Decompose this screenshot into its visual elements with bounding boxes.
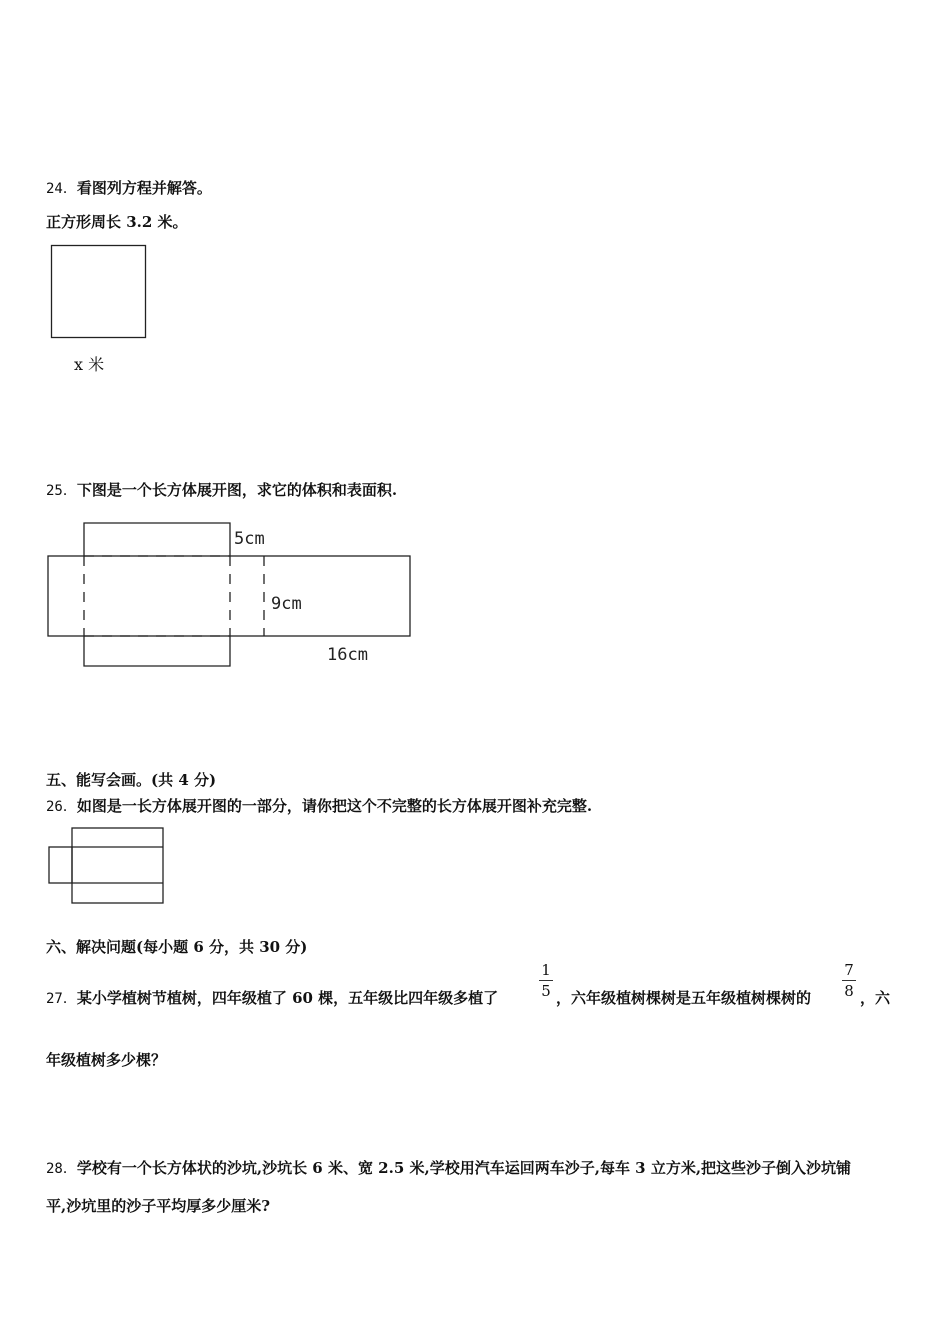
- label-9cm: 9cm: [271, 594, 302, 614]
- net-bottom-flap: [84, 636, 230, 666]
- question-27-number: 27．: [46, 991, 77, 1007]
- question-27-text-b: ，六年级植树棵树是五年级植树棵树的: [556, 989, 812, 1007]
- question-25-number: 25．: [46, 483, 77, 499]
- question-28-line1: [46, 1157, 851, 1178]
- section-5-title: 五、能写会画。(共 4 分): [46, 771, 217, 789]
- square-shape: [52, 246, 146, 338]
- question-27-text-c: ，六: [860, 989, 891, 1007]
- question-24: [46, 177, 212, 198]
- square-figure: [46, 240, 156, 345]
- partial-net-side: [49, 847, 72, 883]
- question-26-number: 26．: [46, 799, 77, 815]
- label-5cm: 5cm: [234, 529, 265, 549]
- question-27-line1: [46, 987, 498, 1008]
- partial-net-figure: [44, 824, 169, 908]
- question-25: [46, 479, 397, 500]
- square-side-label: x 米: [74, 355, 105, 374]
- question-24-subtext: 正方形周长 3.2 米。: [46, 213, 188, 231]
- question-24-text: 看图列方程并解答。: [76, 179, 212, 197]
- label-16cm: 16cm: [327, 645, 368, 665]
- question-25-text: 下图是一个长方体展开图，求它的体积和表面积.: [76, 481, 398, 499]
- section-6-title: 六、解决问题(每小题 6 分，共 30 分): [46, 938, 308, 956]
- partial-net-main: [72, 828, 163, 903]
- question-28-number: 28．: [46, 1161, 77, 1177]
- question-26-text: 如图是一长方体展开图的一部分，请你把这个不完整的长方体展开图补充完整.: [76, 797, 593, 815]
- question-27-text-a: 某小学植树节植树，四年级植了 60 棵，五年级比四年级多植了: [76, 989, 499, 1007]
- question-27-line2: 年级植树多少棵？: [46, 1051, 167, 1069]
- net-top-flap: [84, 523, 230, 556]
- fraction-seven-eighths: 7 8: [842, 961, 856, 1000]
- net-main-band: [48, 556, 410, 636]
- cuboid-net-figure: [40, 515, 420, 675]
- question-28-text: 学校有一个长方体状的沙坑,沙坑长 6 米、宽 2.5 米,学校用汽车运回两车沙子,每车 3 立方米,把这些沙子倒入沙坑铺: [76, 1159, 852, 1177]
- question-24-number: 24．: [46, 181, 77, 197]
- net-fold-lines: [84, 556, 264, 636]
- question-28-line2: 平,沙坑里的沙子平均厚多少厘米?: [46, 1197, 271, 1215]
- fraction-one-fifth: 1 5: [539, 961, 553, 1000]
- question-26: [46, 795, 592, 816]
